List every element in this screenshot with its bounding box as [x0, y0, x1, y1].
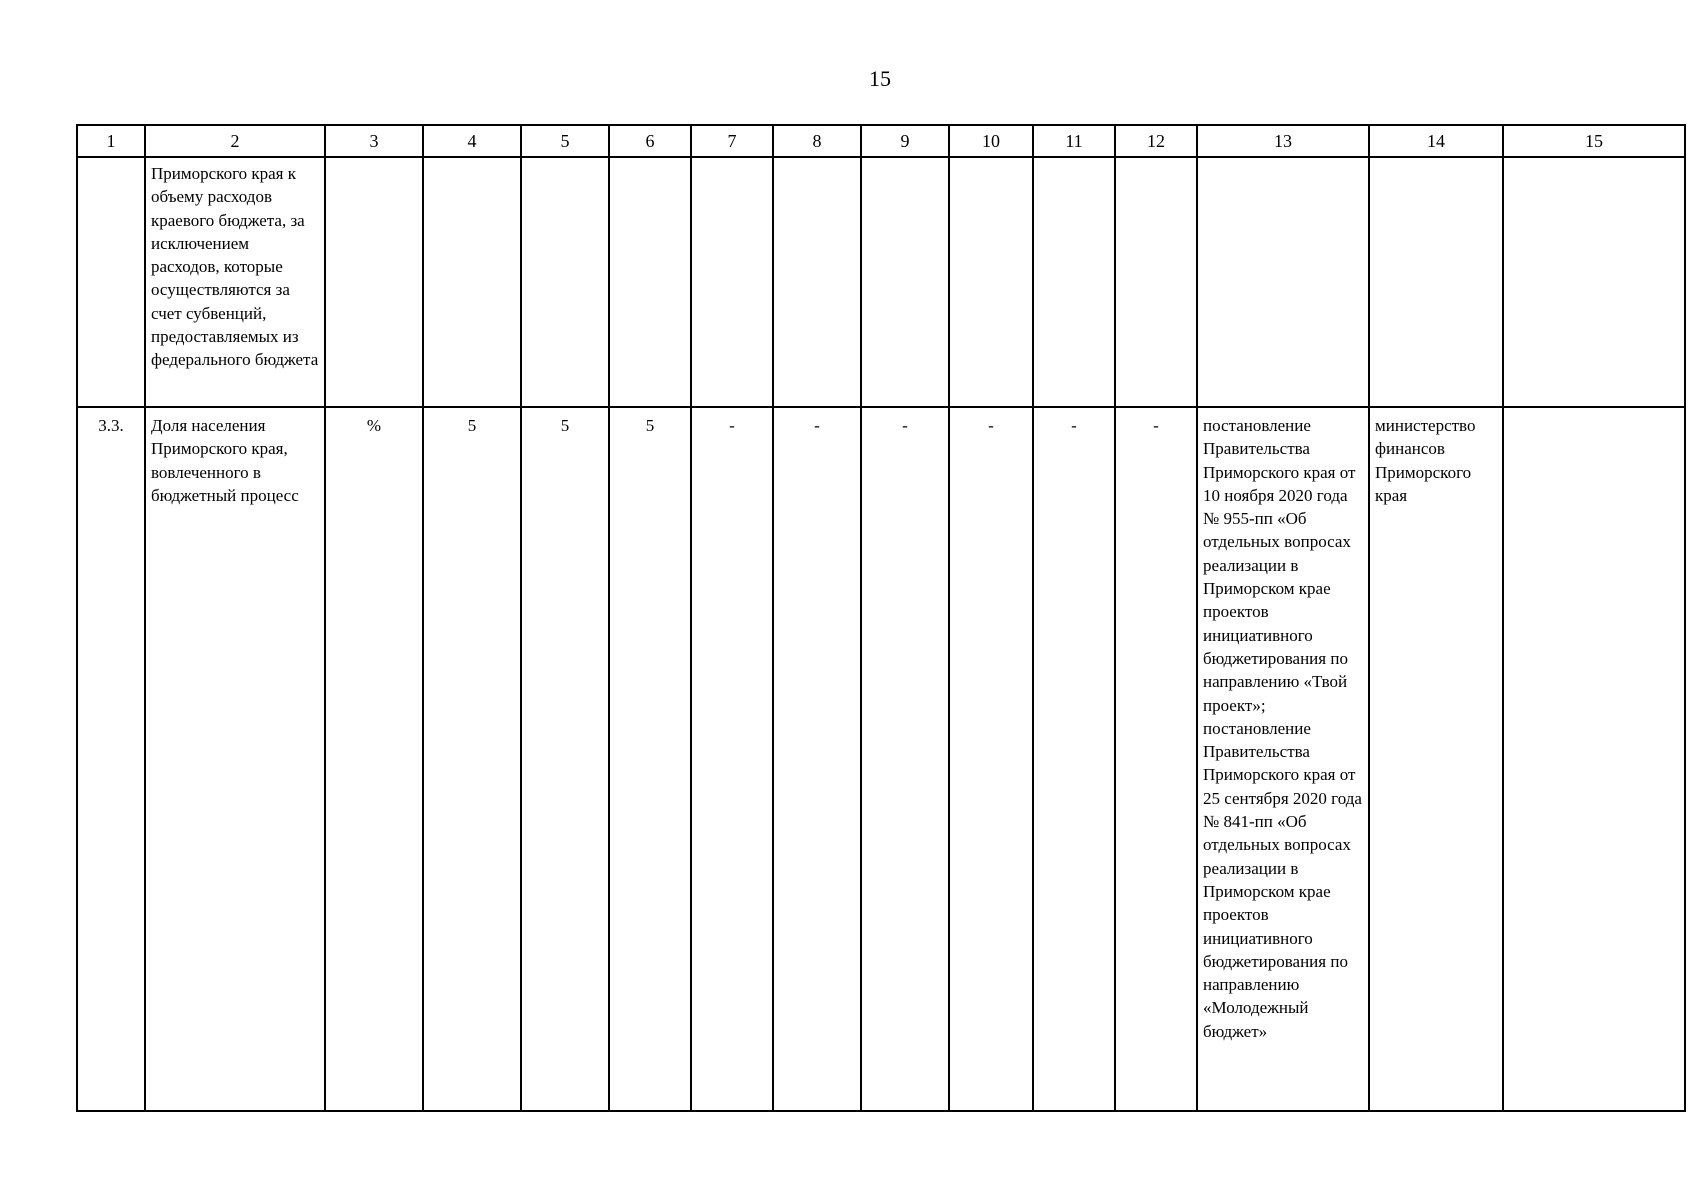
- indicators-table: [76, 124, 1686, 1112]
- cell-value: [949, 157, 1033, 407]
- header-cell: 2: [145, 125, 325, 157]
- cell-value: -: [949, 407, 1033, 1111]
- table-row: [77, 157, 1685, 407]
- cell-value: -: [861, 407, 949, 1111]
- page-number: 15: [869, 66, 891, 91]
- cell-value: 5: [609, 407, 691, 1111]
- table-row: [77, 407, 1685, 1111]
- cell-number: 3.3.: [77, 407, 145, 1111]
- cell-unit: %: [325, 407, 423, 1111]
- header-row: [77, 125, 1685, 157]
- cell-value: 5: [423, 407, 521, 1111]
- header-cell: 3: [325, 125, 423, 157]
- cell-value: -: [1033, 407, 1115, 1111]
- cell-basis: [1197, 157, 1369, 407]
- cell-extra: [1503, 157, 1685, 407]
- cell-value: [1115, 157, 1197, 407]
- header-cell: 9: [861, 125, 949, 157]
- header-cell: 4: [423, 125, 521, 157]
- cell-basis: постановление Правительства Приморского края от 10 ноября 2020 года № 955-пп «Об отдельных вопросах реализации в Приморском крае проектов инициативного бюджетирования по направлению «Твой проект»; постановление Правительства Приморского края от 25 сентября 2020 года № 841-пп «Об отдельных вопросах реализации в Приморском крае проектов инициативного бюджетирования по направлению «Молодежный бюджет»: [1197, 407, 1369, 1111]
- header-cell: 12: [1115, 125, 1197, 157]
- header-cell: 10: [949, 125, 1033, 157]
- cell-value: [861, 157, 949, 407]
- cell-unit: [325, 157, 423, 407]
- cell-value: [1033, 157, 1115, 407]
- header-cell: 14: [1369, 125, 1503, 157]
- cell-value: -: [1115, 407, 1197, 1111]
- cell-value: 5: [521, 407, 609, 1111]
- header-cell: 15: [1503, 125, 1685, 157]
- header-cell: 1: [77, 125, 145, 157]
- cell-responsible: [1369, 157, 1503, 407]
- header-cell: 13: [1197, 125, 1369, 157]
- cell-value: -: [773, 407, 861, 1111]
- header-cell: 7: [691, 125, 773, 157]
- cell-value: [423, 157, 521, 407]
- header-cell: 5: [521, 125, 609, 157]
- cell-extra: [1503, 407, 1685, 1111]
- header-cell: 6: [609, 125, 691, 157]
- cell-value: [691, 157, 773, 407]
- cell-value: [521, 157, 609, 407]
- cell-value: [773, 157, 861, 407]
- cell-number: [77, 157, 145, 407]
- header-cell: 11: [1033, 125, 1115, 157]
- cell-value: [609, 157, 691, 407]
- cell-indicator: Доля населения Приморского края, вовлеченного в бюджетный процесс: [145, 407, 325, 1111]
- cell-indicator: Приморского края к объему расходов краевого бюджета, за исключением расходов, которые осуществляются за счет субвенций, предоставляемых из федерального бюджета: [145, 157, 325, 407]
- cell-value: -: [691, 407, 773, 1111]
- cell-responsible: министерство финансов Приморского края: [1369, 407, 1503, 1111]
- header-cell: 8: [773, 125, 861, 157]
